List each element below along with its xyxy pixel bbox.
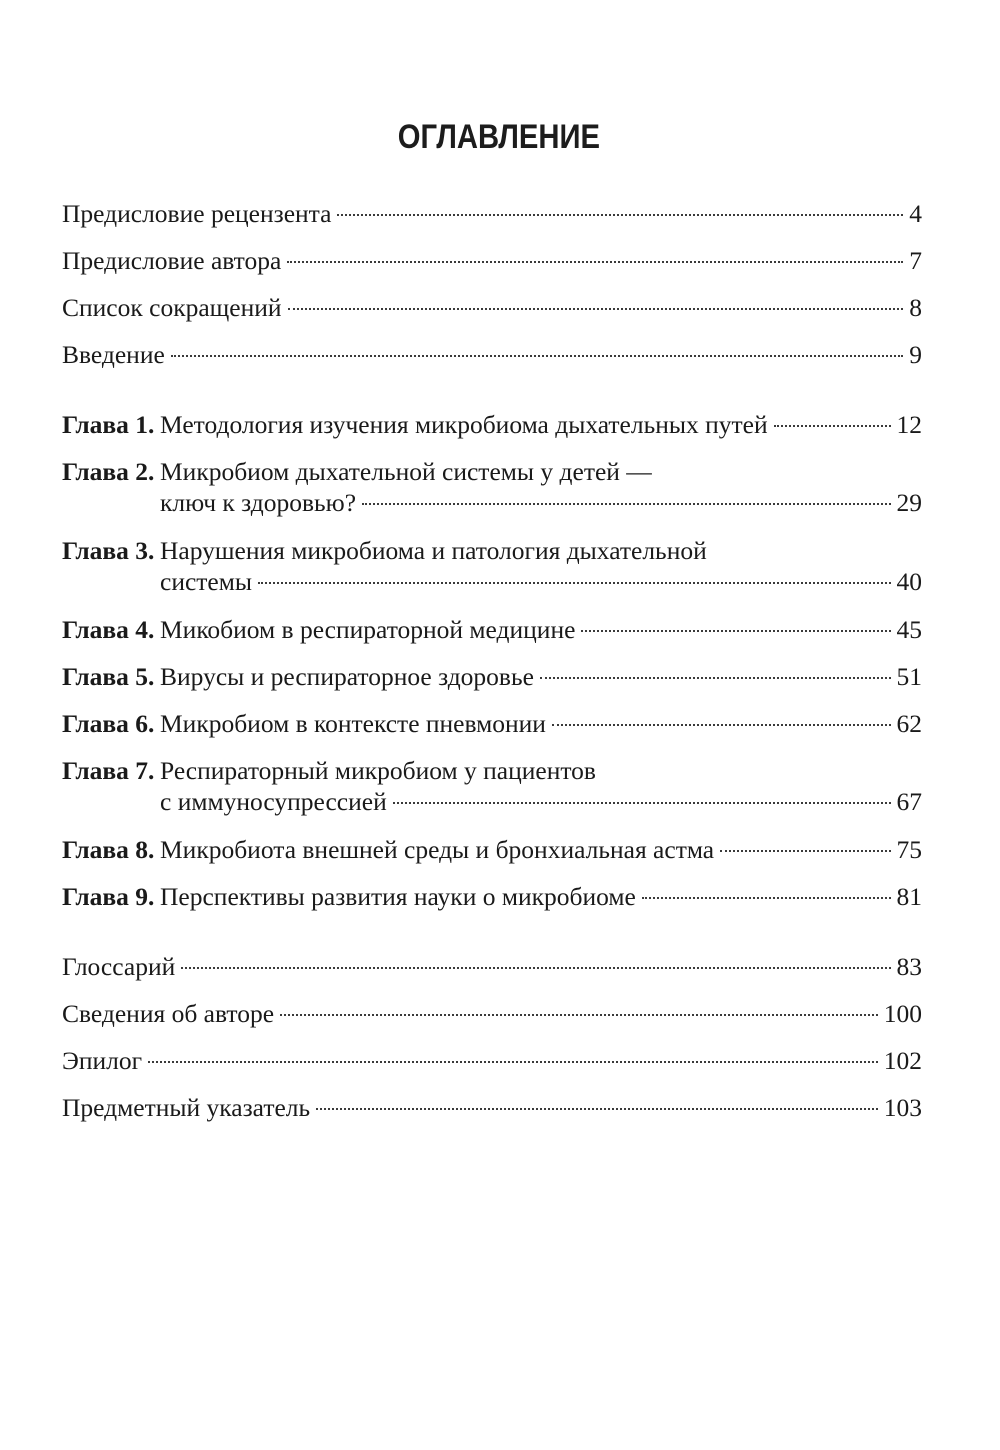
dot-leader [393,802,891,804]
toc-entry-chapter-3[interactable] [62,535,922,597]
entry-title: Предметный указатель [62,1093,311,1122]
entry-title: Введение [62,340,165,369]
dot-leader [540,677,891,679]
dot-leader [337,214,903,216]
toc-entry-chapter-4[interactable] [62,614,922,645]
entry-title: Предисловие рецензента [62,199,332,228]
entry-title: Перспективы развития науки о микробиоме [160,882,636,911]
toc-entry-chapter-1[interactable] [62,409,922,440]
toc-entry-reviewer-preface[interactable] [62,198,922,229]
entry-title: Микобиом в респираторной медицине [160,615,576,644]
toc-entry-epilogue[interactable] [62,1045,922,1076]
entry-title: Микробиом в контексте пневмонии [160,709,546,738]
entry-title: Микробиота внешней среды и бронхиальная астма [160,835,715,864]
entry-title-continued: с иммуносупрессией [160,787,387,816]
toc-entry-glossary[interactable] [62,951,922,982]
entry-title-continued: ключ к здоровью? [160,488,357,517]
chapter-label: Глава 2. [62,457,155,486]
entry-title: Микробиом дыхательной системы у детей — [160,457,652,486]
dot-leader [181,967,890,969]
toc-entry-chapter-2[interactable] [62,456,922,518]
page-number: 12 [896,410,922,439]
page-number: 75 [896,835,922,864]
toc-entry-subject-index[interactable] [62,1092,922,1123]
entry-title: Эпилог [62,1046,143,1075]
entry-title: Методология изучения микробиома дыхательных путей [160,410,768,439]
page-number: 29 [896,488,922,517]
dot-leader [316,1108,878,1110]
page-number: 8 [909,293,922,322]
page-title: ОГЛАВЛЕНИЕ [397,118,601,156]
dot-leader [362,503,890,505]
page-number: 81 [896,882,922,911]
entry-title-continued: системы [160,567,253,596]
chapter-label: Глава 1. [62,410,155,439]
chapter-label: Глава 4. [62,615,155,644]
page-number: 83 [896,952,922,981]
page-number: 100 [883,999,922,1028]
toc-entry-chapter-8[interactable] [62,834,922,865]
dot-leader [280,1014,878,1016]
chapter-label: Глава 5. [62,662,155,691]
page-number: 67 [896,787,922,816]
dot-leader [581,630,890,632]
entry-title: Предисловие автора [62,246,282,275]
dot-leader [720,850,890,852]
entry-title: Список сокращений [62,293,282,322]
dot-leader [552,724,891,726]
toc-entry-introduction[interactable] [62,339,922,370]
page-number: 9 [909,340,922,369]
toc-entry-chapter-7[interactable] [62,755,922,817]
page-number: 45 [896,615,922,644]
chapter-label: Глава 6. [62,709,155,738]
page-number: 40 [896,567,922,596]
toc-entry-chapter-6[interactable] [62,708,922,739]
chapter-label: Глава 7. [62,756,155,785]
dot-leader [774,425,891,427]
entry-title: Респираторный микробиом у пациентов [160,756,596,785]
entry-title: Сведения об авторе [62,999,275,1028]
page-number: 51 [896,662,922,691]
chapter-label: Глава 9. [62,882,155,911]
page-number: 62 [896,709,922,738]
toc-entry-about-author[interactable] [62,998,922,1029]
toc-entry-abbreviations[interactable] [62,292,922,323]
page-number: 103 [883,1093,922,1122]
page-number: 102 [883,1046,922,1075]
dot-leader [287,261,903,263]
dot-leader [171,355,903,357]
dot-leader [288,308,904,310]
toc-entry-chapter-5[interactable] [62,661,922,692]
dot-leader [148,1061,878,1063]
chapter-label: Глава 3. [62,536,155,565]
entry-title: Вирусы и респираторное здоровье [160,662,534,691]
chapter-label: Глава 8. [62,835,155,864]
toc-entry-chapter-9[interactable] [62,881,922,912]
page-number: 7 [909,246,922,275]
dot-leader [258,582,890,584]
toc-entry-author-preface[interactable] [62,245,922,276]
entry-title: Нарушения микробиома и патология дыхательной [160,536,707,565]
dot-leader [642,897,891,899]
entry-title: Глоссарий [62,952,176,981]
page-number: 4 [909,199,922,228]
